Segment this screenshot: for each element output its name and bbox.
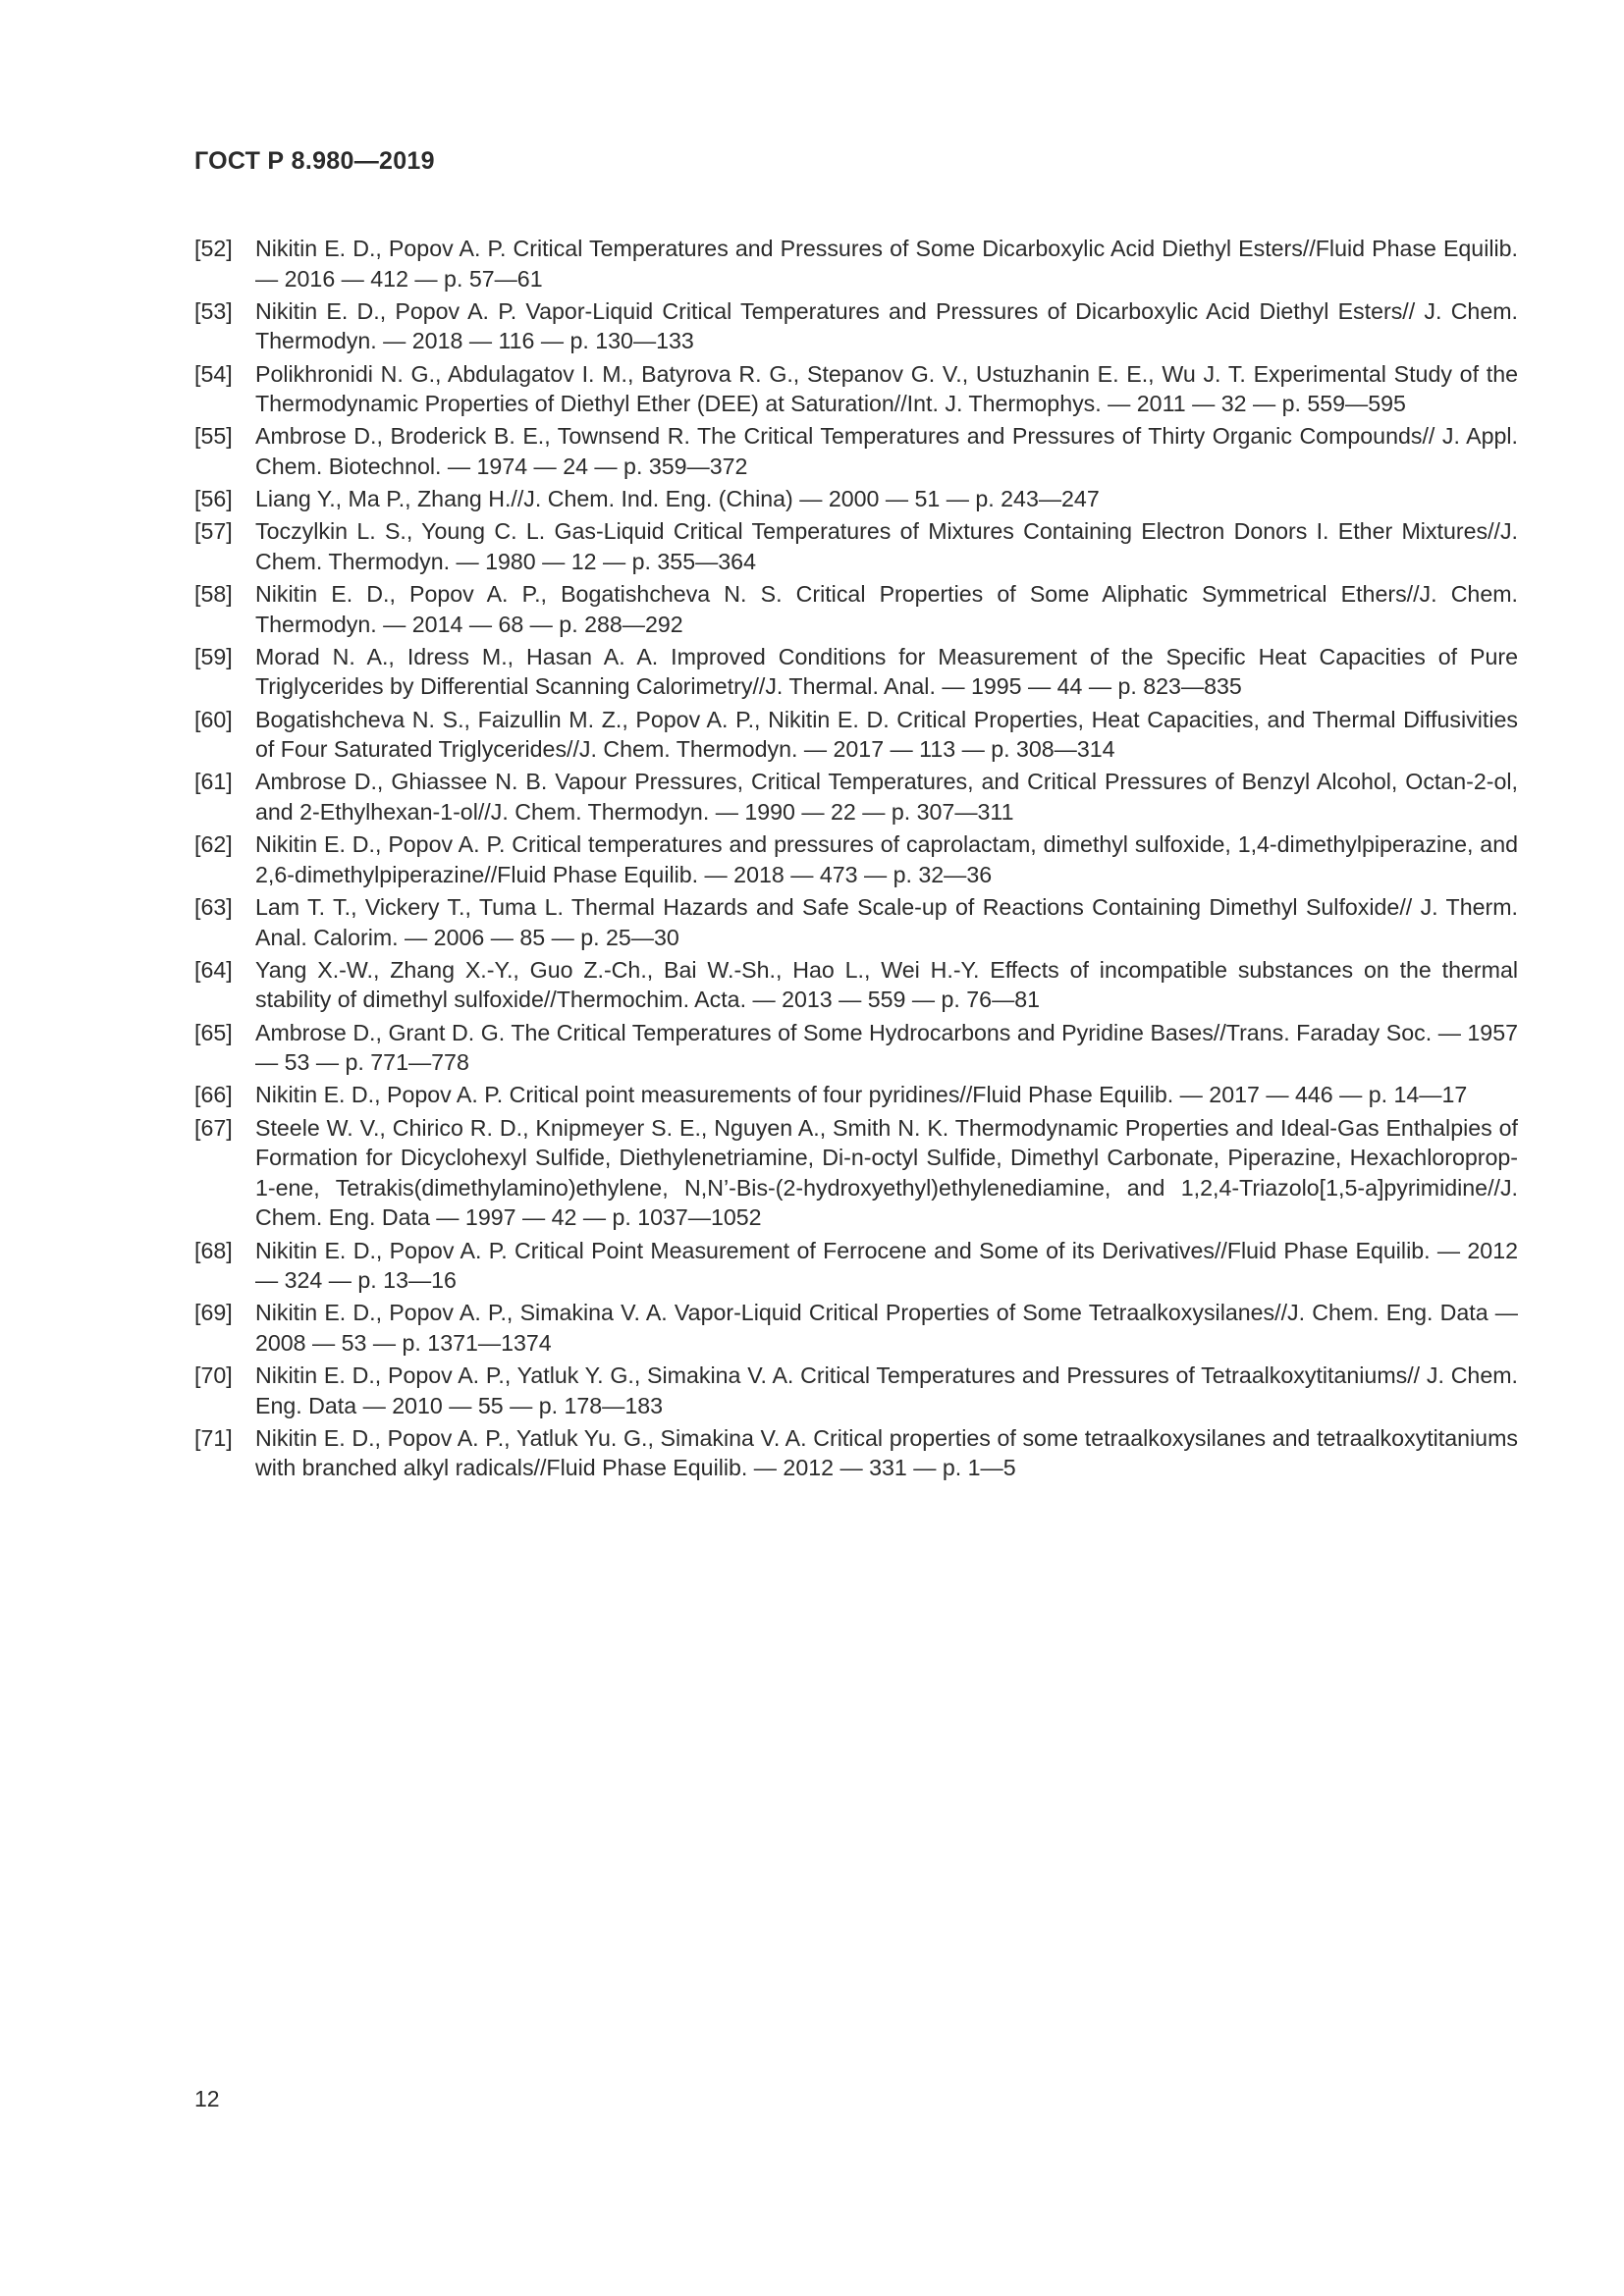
reference-text: Ambrose D., Ghiassee N. B. Vapour Pressures, Critical Temperatures, and Critical Pressures of Benzyl Alcohol, Octan-2-ol, and 2-Ethylhexan-1-ol//J. Chem. Thermodyn. — 1990 — 22 — p. 307—311	[255, 769, 1518, 826]
reference-number: [70]	[194, 1362, 233, 1389]
reference-text: Bogatishcheva N. S., Faizullin M. Z., Popov A. P., Nikitin E. D. Critical Properties, Heat Capacities, and Thermal Diffusivities of Four Saturated Triglycerides//J. Chem. Thermodyn. — 2017 — 113 — p. 308—314	[255, 706, 1518, 763]
reference-number: [59]	[194, 643, 233, 669]
reference-text: Nikitin E. D., Popov A. P., Bogatishcheva N. S. Critical Properties of Some Aliphatic Symmetrical Ethers//J. Chem. Thermodyn. — 2014 — 68 — p. 288—292	[255, 581, 1518, 637]
reference-item	[194, 1080, 1518, 1110]
reference-number: [67]	[194, 1114, 233, 1141]
reference-item	[194, 1298, 1518, 1358]
reference-item	[194, 1361, 1518, 1420]
reference-item	[194, 705, 1518, 765]
reference-text: Morad N. A., Idress M., Hasan A. A. Improved Conditions for Measurement of the Specific Heat Capacities of Pure Triglycerides by Differential Scanning Calorimetry//J. Thermal. Anal. — 1995 — 44 — p. 823—835	[255, 643, 1518, 700]
reference-number: [54]	[194, 360, 233, 387]
reference-item	[194, 642, 1518, 702]
reference-text: Nikitin E. D., Popov A. P., Yatluk Y. G., Simakina V. A. Critical Temperatures and Pressures of Tetraalkoxytitaniums// J. Chem. Eng. Data — 2010 — 55 — p. 178—183	[255, 1362, 1518, 1418]
reference-item	[194, 234, 1518, 294]
reference-text: Yang X.-W., Zhang X.-Y., Guo Z.-Ch., Bai W.-Sh., Hao L., Wei H.-Y. Effects of incompatible substances on the thermal stability of dimethyl sulfoxide//Thermochim. Acta. — 2013 — 559 — p. 76—81	[255, 956, 1518, 1013]
reference-item	[194, 516, 1518, 576]
reference-text: Liang Y., Ma P., Zhang H.//J. Chem. Ind. Eng. (China) — 2000 — 51 — p. 243—247	[255, 486, 1100, 512]
reference-item	[194, 1018, 1518, 1078]
reference-text: Nikitin E. D., Popov A. P., Yatluk Yu. G., Simakina V. A. Critical properties of some tetraalkoxysilanes and tetraalkoxytitaniums with branched alkyl radicals//Fluid Phase Equilib. — 2012 — 331 — p. 1—5	[255, 1424, 1518, 1481]
document-header: ГОСТ Р 8.980—2019	[194, 147, 435, 175]
reference-text: Nikitin E. D., Popov A. P., Simakina V. A. Vapor-Liquid Critical Properties of Some Tetraalkoxysilanes//J. Chem. Eng. Data — 2008 — 53 — p. 1371—1374	[255, 1300, 1518, 1356]
reference-text: Toczylkin L. S., Young C. L. Gas-Liquid Critical Temperatures of Mixtures Containing Electron Donors I. Ether Mixtures//J. Chem. Thermodyn. — 1980 — 12 — p. 355—364	[255, 518, 1518, 574]
reference-number: [56]	[194, 486, 233, 512]
reference-item	[194, 1236, 1518, 1296]
reference-item	[194, 1113, 1518, 1233]
reference-text: Nikitin E. D., Popov A. P. Critical Point Measurement of Ferrocene and Some of its Derivatives//Fluid Phase Equilib. — 2012 — 324 — p. 13—16	[255, 1237, 1518, 1294]
reference-text: Nikitin E. D., Popov A. P. Critical temperatures and pressures of caprolactam, dimethyl sulfoxide, 1,4-dimethylpiperazine, and 2,6-dimethylpiperazine//Fluid Phase Equilib. — 2018 — 473 — p. 32—36	[255, 831, 1518, 887]
reference-number: [52]	[194, 236, 233, 261]
reference-number: [63]	[194, 894, 233, 920]
reference-item	[194, 1423, 1518, 1483]
reference-item	[194, 421, 1518, 481]
reference-text: Lam T. T., Vickery T., Tuma L. Thermal Hazards and Safe Scale-up of Reactions Containing Dimethyl Sulfoxide// J. Therm. Anal. Calorim. — 2006 — 85 — p. 25—30	[255, 894, 1518, 950]
bibliography-list	[194, 234, 1518, 1486]
reference-text: Nikitin E. D., Popov A. P. Vapor-Liquid Critical Temperatures and Pressures of Dicarboxylic Acid Diethyl Esters// J. Chem. Thermodyn. — 2018 — 116 — p. 130—133	[255, 297, 1518, 354]
reference-item	[194, 892, 1518, 952]
reference-number: [62]	[194, 831, 233, 858]
reference-text: Polikhronidi N. G., Abdulagatov I. M., Batyrova R. G., Stepanov G. V., Ustuzhanin E. E., Wu J. T. Experimental Study of the Thermodynamic Properties of Diethyl Ether (DEE) at Saturation//Int. J. Thermophys. — 2011 — 32 — p. 559—595	[255, 360, 1518, 417]
reference-item	[194, 296, 1518, 356]
reference-text: Ambrose D., Grant D. G. The Critical Temperatures of Some Hydrocarbons and Pyridine Bases//Trans. Faraday Soc. — 1957 — 53 — p. 771—778	[255, 1019, 1518, 1076]
reference-number: [71]	[194, 1424, 233, 1451]
reference-item	[194, 359, 1518, 419]
reference-number: [64]	[194, 956, 233, 983]
reference-number: [60]	[194, 706, 233, 732]
reference-item	[194, 767, 1518, 827]
reference-number: [57]	[194, 518, 233, 545]
reference-number: [61]	[194, 769, 233, 795]
reference-item	[194, 829, 1518, 889]
reference-text: Nikitin E. D., Popov A. P. Critical point measurements of four pyridines//Fluid Phase Equilib. — 2017 — 446 — p. 14—17	[255, 1082, 1468, 1108]
reference-number: [53]	[194, 297, 233, 324]
reference-item	[194, 955, 1518, 1015]
reference-item	[194, 484, 1518, 514]
reference-number: [58]	[194, 581, 233, 608]
reference-item	[194, 579, 1518, 639]
reference-number: [68]	[194, 1237, 233, 1263]
reference-text: Ambrose D., Broderick B. E., Townsend R. The Critical Temperatures and Pressures of Thirty Organic Compounds// J. Appl. Chem. Biotechnol. — 1974 — 24 — p. 359—372	[255, 423, 1518, 479]
reference-number: [65]	[194, 1019, 233, 1045]
reference-number: [55]	[194, 423, 233, 450]
reference-number: [69]	[194, 1300, 233, 1326]
reference-text: Nikitin E. D., Popov A. P. Critical Temperatures and Pressures of Some Dicarboxylic Acid Diethyl Esters//Fluid Phase Equilib. — 2016 — 412 — p. 57—61	[255, 236, 1518, 292]
page-number: 12	[194, 2086, 220, 2111]
reference-text: Steele W. V., Chirico R. D., Knipmeyer S. E., Nguyen A., Smith N. K. Thermodynamic Properties and Ideal-Gas Enthalpies of Formation for Dicyclohexyl Sulfide, Diethylenetriamine, Di-n-octyl Sulfide, Dimethyl Carbonate, Piperazine, Hexachloroprop-1-ene, Tetrakis(dimethylamino)ethylene, N,N’-Bis-(2-hydroxyethyl)ethylenediamine, and 1,2,4-Triazolo[1,5-a]pyrimidine//J. Chem. Eng. Data — 1997 — 42 — p. 1037—1052	[255, 1114, 1518, 1231]
reference-number: [66]	[194, 1082, 233, 1108]
